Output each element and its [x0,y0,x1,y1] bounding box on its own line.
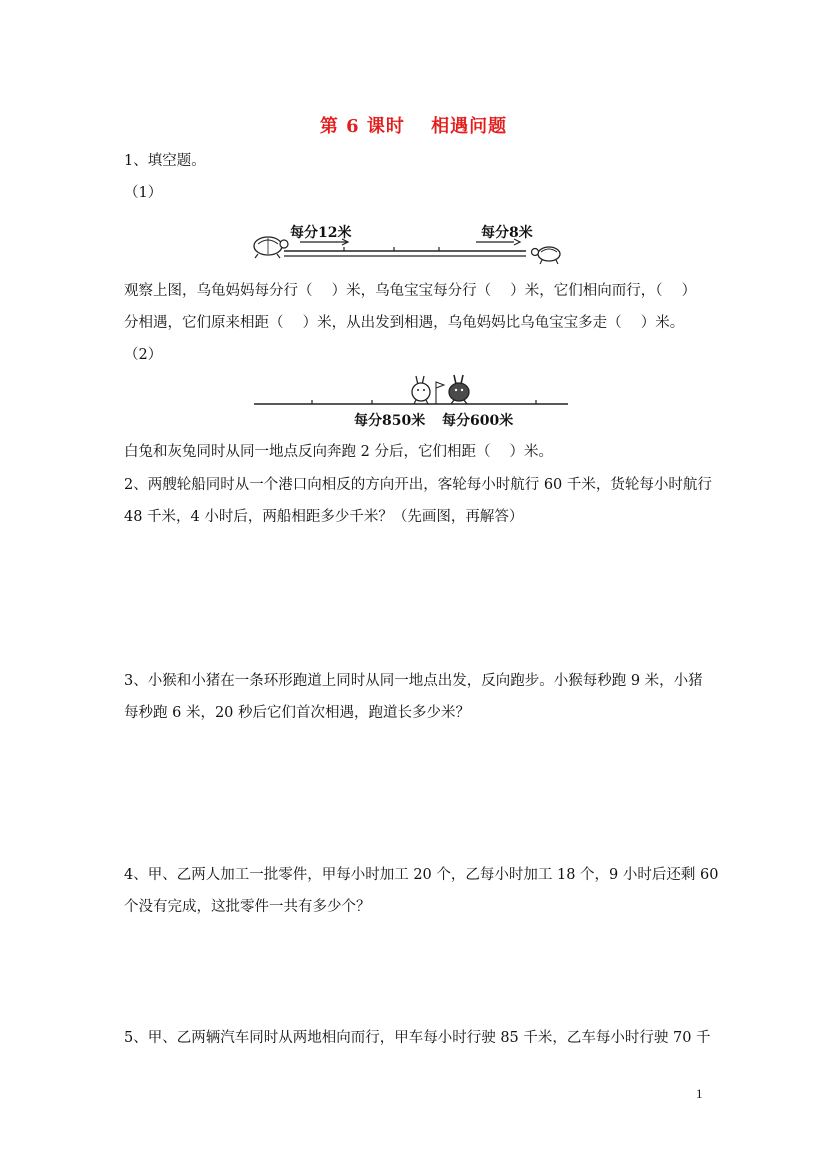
q1-heading: 1、填空题。 [124,153,206,169]
white-rabbit-icon [412,376,430,404]
rabbit-diagram [254,372,570,408]
q1-sub1-text-line2: 分相遇，它们原来相距（ ）米，从出发到相遇，乌龟妈妈比乌龟宝宝多走（ ）米。 [124,315,685,331]
q3-line2: 每秒跑 6 米，20 秒后它们首次相遇，跑道长多少米？ [124,705,471,721]
q1-sub2-text: 白兔和灰兔同时从同一地点反向奔跑 2 分后，它们相距（ ）米。 [124,444,554,460]
page-number: 1 [696,1086,703,1101]
q1-sub2-label: （2） [124,347,163,363]
grey-rabbit-icon [449,375,469,404]
q1-sub1-label: （1） [124,185,163,201]
q2-line2: 48 千米，4 小时后，两船相距多少千米？（先画图，再解答） [124,509,524,525]
q2-line1: 2、两艘轮船同时从一个港口向相反的方向开出，客轮每小时航行 60 千米，货轮每小时航行 [124,477,712,493]
q4-line1: 4、甲、乙两人加工一批零件，甲每小时加工 20 个，乙每小时加工 18 个，9 小时后还剩 60 [124,867,719,883]
turtle-mother-speed-label: 每分12米 [290,225,352,241]
white-rabbit-speed-label: 每分850米 [354,413,426,429]
turtle-baby-speed-label: 每分8米 [481,225,533,241]
q1-sub1-text-line1: 观察上图，乌龟妈妈每分行（ ）米，乌龟宝宝每分行（ ）米，它们相向而行，（ ） [124,283,697,299]
baby-turtle-icon [532,247,561,264]
q4-line2: 个没有完成，这批零件一共有多少个？ [124,899,371,915]
mother-turtle-icon [254,237,288,258]
page-title: 第 6 课时 相遇问题 [319,116,508,137]
q5-line1: 5、甲、乙两辆汽车同时从两地相向而行，甲车每小时行驶 85 千米，乙车每小时行驶 70 千 [124,1030,711,1046]
q3-line1: 3、小猴和小猪在一条环形跑道上同时从同一地点出发，反向跑步。小猴每秒跑 9 米，小猪 [124,673,703,689]
grey-rabbit-speed-label: 每分600米 [442,413,514,429]
